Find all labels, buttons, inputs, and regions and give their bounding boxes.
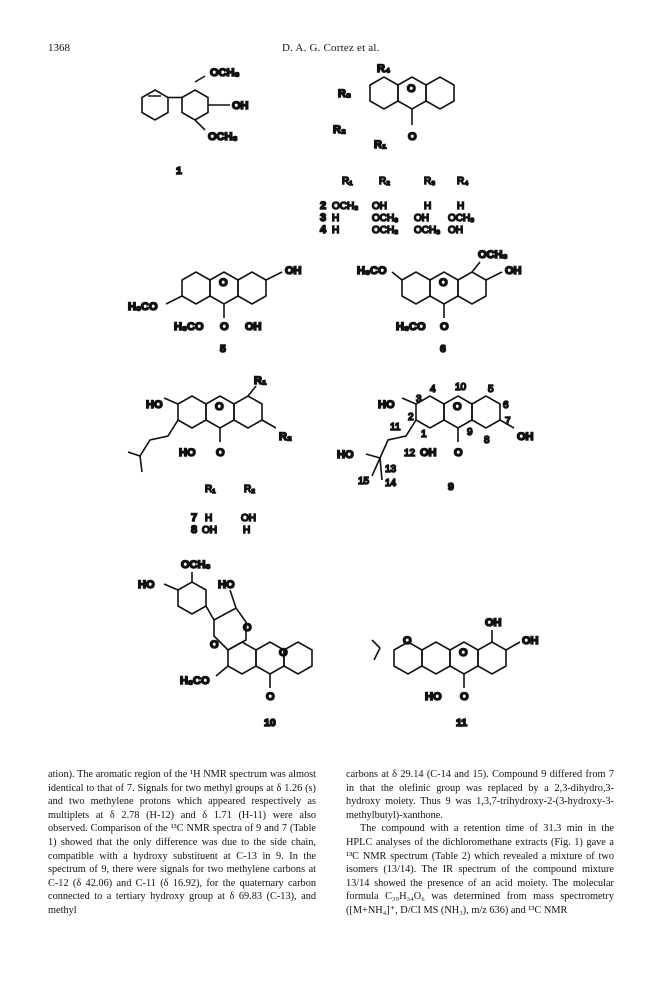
compound-1	[142, 76, 230, 130]
compound-label-11: 11	[456, 717, 468, 729]
svg-text:8: 8	[191, 524, 198, 536]
c9-ho-chain: HO	[337, 449, 354, 461]
c2-r2: R₂	[333, 124, 346, 136]
compound-6	[392, 262, 502, 318]
compound-label-1: 1	[176, 165, 182, 177]
c11-oh-right: OH	[522, 635, 539, 647]
c10-ring-o: O	[279, 647, 288, 659]
c11-oh-top: OH	[485, 617, 502, 629]
svg-text:12: 12	[404, 448, 416, 459]
svg-text:OCH₃: OCH₃	[332, 201, 359, 212]
svg-text:OCH₃: OCH₃	[372, 213, 399, 224]
c10-h3co: H₃CO	[180, 675, 210, 687]
svg-text:H: H	[332, 213, 340, 224]
svg-text:5: 5	[488, 384, 494, 395]
c11-pyran-o: O	[403, 635, 412, 647]
svg-text:4: 4	[430, 384, 436, 395]
svg-text:H: H	[332, 225, 340, 236]
svg-text:11: 11	[390, 422, 401, 433]
c7-r2: R₂	[279, 431, 292, 443]
svg-text:H: H	[243, 525, 251, 536]
compound-label-9: 9	[448, 481, 454, 493]
c10-ho1: HO	[138, 579, 155, 591]
svg-text:H: H	[457, 201, 465, 212]
paragraph: The compound with a retention time of 31.3 min in the HPLC analyses of the dichloromethane extracts (Fig. 1) gave a ¹³C NMR spectrum (Table 2) which revealed a mixture of two isomers (13/14). The IR spectrum of the compound mixture 13/14 showed the presence of an acid moiety. The molecular formula C₃₉H₃₄O₆ was determined from mass spectrometry ([M+NH₄]⁺, D/CI MS (NH₃), m/z 636) and ¹³C NMR	[346, 823, 614, 916]
svg-text:OH: OH	[372, 201, 387, 212]
c2-r4: R₄	[377, 63, 391, 75]
svg-text:6: 6	[503, 400, 509, 411]
paragraph: ation). The aromatic region of the ¹H NMR spectrum was almost identical to that of 7. Signals for two methyl groups at δ 1.26 (s) and two methylene protons which appeared respectively as multiplets at δ 2.78 (H-12) and δ 1.71 (H-11) were also observed. Comparison of the ¹³C NMR spectra of 9 and 7 (Table 1) showed that the only difference was due to the side chain, compatible with a hydroxy substituent at C-13 in 9. In the spectrum of 9, there were signals for two methylene carbons at C-12 (δ 42.06) and C-11 (δ 16.92), for the quaternary carbon connected to a tertiary hydroxy group at δ 69.83 (C-13), and methyl	[48, 769, 316, 916]
c5-h3co-left: H₃CO	[128, 301, 158, 313]
svg-text:R₃: R₃	[424, 176, 436, 187]
body-column-left	[48, 768, 316, 918]
svg-text:H: H	[424, 201, 432, 212]
c9-oh-bot: OH	[420, 447, 437, 459]
c2-r1: R₁	[374, 139, 387, 151]
svg-text:2: 2	[408, 412, 414, 423]
c7-ring-o: O	[215, 401, 224, 413]
body-column-right	[346, 768, 614, 918]
svg-text:OH: OH	[241, 513, 256, 524]
c2-4-substituent-table	[320, 176, 474, 236]
svg-text:R₂: R₂	[244, 484, 256, 495]
compound-label-6: 6	[440, 343, 446, 355]
svg-text:15: 15	[358, 476, 370, 487]
c5-ring-o: O	[219, 277, 228, 289]
c11-ring-o: O	[459, 647, 468, 659]
c5-carbonyl-o: O	[220, 321, 229, 333]
svg-text:H: H	[205, 513, 213, 524]
c7-ho: HO	[146, 399, 163, 411]
c10-carbonyl-o: O	[266, 691, 275, 703]
svg-text:14: 14	[385, 478, 397, 489]
svg-text:1: 1	[421, 429, 427, 440]
c10-o1: O	[243, 622, 252, 634]
c7-carbonyl-o: O	[216, 447, 225, 459]
c6-h3co-bot: H₃CO	[396, 321, 426, 333]
svg-text:OH: OH	[448, 225, 463, 236]
c9-ring-o: O	[453, 401, 462, 413]
compound-label-5: 5	[220, 343, 226, 355]
compound-10	[164, 572, 312, 688]
svg-text:8: 8	[484, 435, 490, 446]
c7-ho-bot: HO	[179, 447, 196, 459]
svg-text:OCH₃: OCH₃	[414, 225, 441, 236]
c6-och3-top: OCH₃	[478, 249, 508, 261]
svg-text:R₁: R₁	[205, 484, 216, 495]
c11-carbonyl-o: O	[460, 691, 469, 703]
svg-text:4: 4	[320, 224, 327, 236]
c9-carbonyl-o: O	[454, 447, 463, 459]
svg-text:3: 3	[320, 212, 327, 224]
svg-text:OCH₃: OCH₃	[372, 225, 399, 236]
running-head: D. A. G. Cortez et al.	[282, 42, 380, 54]
c9-oh-right: OH	[517, 431, 534, 443]
c6-oh-right: OH	[505, 265, 522, 277]
svg-text:13: 13	[385, 464, 397, 475]
svg-text:OH: OH	[414, 213, 429, 224]
svg-text:7: 7	[505, 416, 511, 427]
svg-text:R₂: R₂	[379, 176, 391, 187]
svg-text:R₁: R₁	[342, 176, 353, 187]
c2-ring-o: O	[407, 83, 416, 95]
c5-h3co-bot: H₃CO	[174, 321, 204, 333]
svg-text:3: 3	[416, 394, 422, 405]
page-number: 1368	[48, 42, 70, 54]
compound-11	[372, 630, 520, 688]
c6-h3co-left: H₃CO	[357, 265, 387, 277]
svg-text:9: 9	[467, 427, 473, 438]
c6-ring-o: O	[439, 277, 448, 289]
c11-ho-bot: HO	[425, 691, 442, 703]
svg-text:OCH₃: OCH₃	[448, 213, 475, 224]
c5-oh-right: OH	[285, 265, 302, 277]
c10-o2: O	[210, 639, 219, 651]
svg-text:10: 10	[455, 382, 467, 393]
svg-text:OH: OH	[202, 525, 217, 536]
c5-oh-bot: OH	[245, 321, 262, 333]
paragraph: carbons at δ 29.14 (C-14 and 15). Compound 9 differed from 7 in that the olefinic group was replaced by a 2,3-dihydro,3-hydroxy moiety. Thus 9 was 1,3,7-trihydroxy-2-(3-hydroxy-3-methylbutyl)-xanthone.	[346, 769, 614, 821]
c2-r3: R₃	[338, 88, 352, 100]
c7-8-substituent-table	[191, 484, 256, 536]
c9-ho: HO	[378, 399, 395, 411]
svg-text:2: 2	[320, 200, 327, 212]
c2-carbonyl-o: O	[408, 131, 417, 143]
compound-label-10: 10	[264, 717, 276, 729]
svg-text:R₄: R₄	[457, 176, 469, 187]
c1-oh: OH	[232, 100, 249, 112]
svg-text:7: 7	[191, 512, 198, 524]
c6-carbonyl-o: O	[440, 321, 449, 333]
c1-och3-top: OCH₃	[210, 67, 240, 79]
c10-och3: OCH₃	[181, 559, 211, 571]
c1-och3-bot: OCH₃	[208, 131, 238, 143]
c7-r1: R₁	[254, 375, 267, 387]
c10-ho2: HO	[218, 579, 235, 591]
